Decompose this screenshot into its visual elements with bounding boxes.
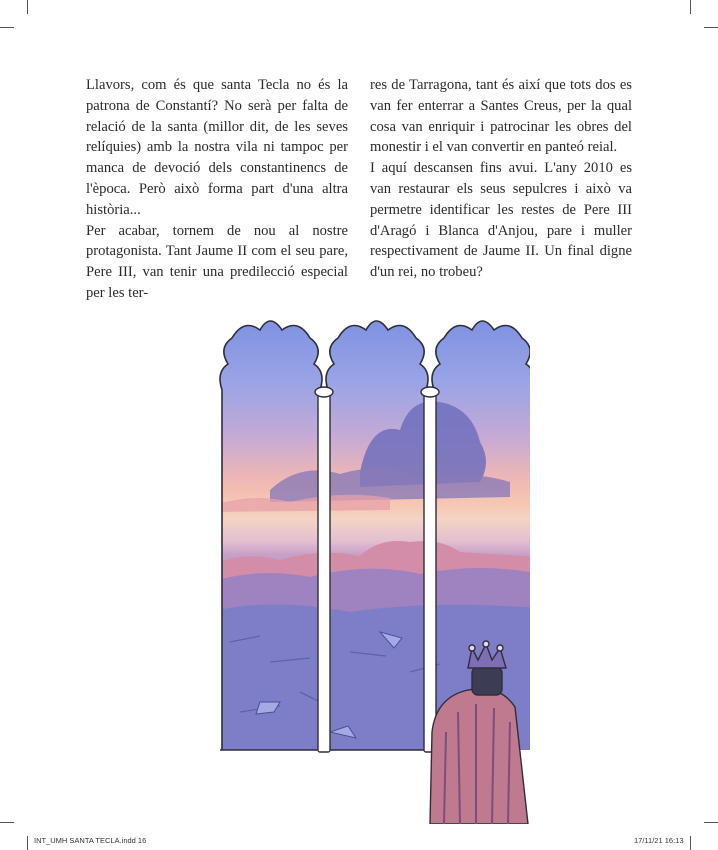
- crop-mark-top-right: [690, 0, 691, 14]
- slug-timestamp: 17/11/21 16:13: [634, 836, 684, 845]
- slug-file: INT_UMH SANTA TECLA.indd 16: [34, 836, 147, 845]
- crop-mark-bottom-right-h: [704, 822, 718, 823]
- paragraph: Llavors, com és que santa Tecla no és la patrona de Constantí? No serà per falta de relació de la santa (millor dit, de les seves relíquies) amb la nostra vila ni tampoc per manca de devoció dels constantinencs de l'època. Però això forma part d'una altra història...: [86, 77, 348, 218]
- text-column-left: [86, 75, 348, 304]
- crop-mark-bottom-right: [690, 836, 691, 850]
- crop-mark-top-left-h: [0, 27, 14, 28]
- crop-mark-bottom-left: [27, 836, 28, 850]
- crop-mark-top-left: [27, 0, 28, 14]
- paragraph: res de Tarragona, tant és així que tots dos es van fer enterrar a Santes Creus, per la qual cosa van enriquir i patrocinar les obres del monestir i el van convertir en panteó reial.: [370, 77, 632, 156]
- gothic-window-illustration: [210, 312, 530, 824]
- text-column-right: [370, 75, 632, 283]
- paragraph: Per acabar, tornem de nou al nostre protagonista. Tant Jaume II com el seu pare, Pere III, van tenir una predilecció especial per les ter-: [86, 222, 348, 301]
- paragraph: I aquí descansen fins avui. L'any 2010 es van restaurar els seus sepulcres i això va permetre identificar les restes de Pere III d'Aragó i Blanca d'Anjou, pare i muller respectivament de Jaume II. Un final digne d'un rei, no trobeu?: [370, 160, 632, 281]
- crop-mark-top-right-h: [704, 27, 718, 28]
- crop-mark-bottom-left-h: [0, 822, 14, 823]
